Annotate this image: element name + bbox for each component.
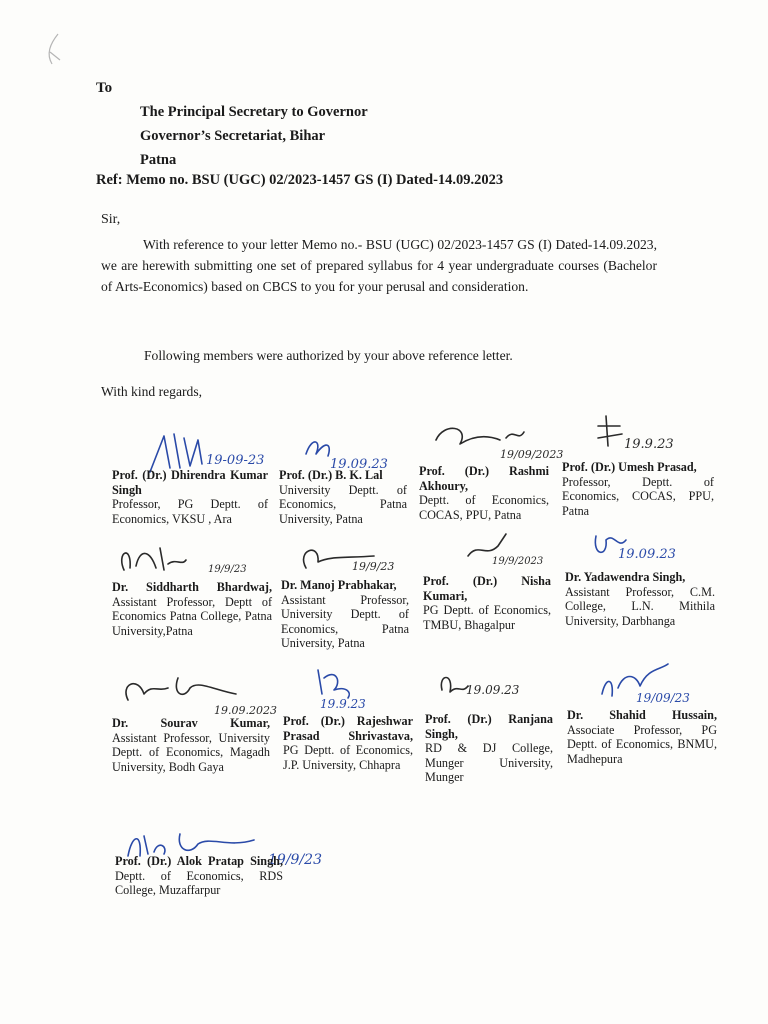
svg-text:19.09.23: 19.09.23 <box>466 683 520 697</box>
signature-10 <box>306 664 406 712</box>
recipient-to: To <box>96 80 113 96</box>
authorization-note: Following members were authorized by your above reference letter. <box>144 348 513 363</box>
salutation: Sir, <box>101 212 121 227</box>
signature-8 <box>590 526 710 570</box>
signatory-11-name: Prof. (Dr.) Ranjana Singh, <box>425 712 553 741</box>
signatory-2-name: Prof. (Dr.) B. K. Lal <box>279 468 383 482</box>
svg-text:19.09.2023: 19.09.2023 <box>214 704 277 717</box>
signatory-4-name: Prof. (Dr.) Umesh Prasad, <box>562 460 697 474</box>
signature-9 <box>118 670 278 718</box>
svg-text:19.09.23: 19.09.23 <box>618 547 676 562</box>
signature-6 <box>296 540 406 580</box>
signatory-1-details: Professor, PG Deptt. of Economics, VKSU , Ara <box>112 497 268 526</box>
signatory-7-name: Prof. (Dr.) Nisha Kumari, <box>423 574 551 603</box>
signatory-11-details: RD & DJ College, Munger University, Munger <box>425 741 553 785</box>
signatory-5-name: Dr. Siddharth Bhardwaj, <box>112 580 272 594</box>
signatory-6 <box>281 578 409 651</box>
signature-12 <box>596 658 716 706</box>
svg-text:19.09.23: 19.09.23 <box>330 457 388 472</box>
signatory-4-details: Professor, Deptt. of Economics, COCAS, PPU, Patna <box>562 474 714 518</box>
svg-text:19-09-23: 19-09-23 <box>206 453 265 468</box>
signatory-9 <box>112 716 270 774</box>
signatory-10-details: PG Deptt. of Economics, J.P. University, Chhapra <box>283 743 413 772</box>
signatory-3-name: Prof. (Dr.) Rashmi Akhoury, <box>419 464 549 493</box>
svg-text:19/9/23: 19/9/23 <box>352 560 395 573</box>
svg-text:19/09/2023: 19/09/2023 <box>500 448 564 461</box>
signatory-12 <box>567 708 717 766</box>
address-line-3: Patna <box>140 152 177 168</box>
closing: With kind regards, <box>101 384 203 399</box>
signatory-2 <box>279 468 407 526</box>
signatory-5 <box>112 580 272 638</box>
signatory-9-details: Assistant Professor, University Deptt. of Economics, Magadh University, Bodh Gaya <box>112 730 270 774</box>
signatory-6-name: Dr. Manoj Prabhakar, <box>281 578 397 592</box>
address-line-1: The Principal Secretary to Governor <box>140 104 368 120</box>
signatory-5-details: Assistant Professor, Deptt of Economics Patna College, Patna University,Patna <box>112 594 272 638</box>
signatory-1 <box>112 468 268 526</box>
signatory-3 <box>419 464 549 522</box>
signatory-12-details: Associate Professor, PG Deptt. of Economics, BNMU, Madhepura <box>567 722 717 766</box>
signatory-9-name: Dr. Sourav Kumar, <box>112 716 270 730</box>
body-paragraph: With reference to your letter Memo no.- BSU (UGC) 02/2023-1457 GS (I) Dated-14.09.2023, we are herewith submitting one set of prepared syllabus for 4 year undergraduate courses (Bachelor of Arts-Economics) based on CBCS to you for your perusal and consideration. <box>101 237 657 294</box>
signatory-8-name: Dr. Yadawendra Singh, <box>565 570 686 584</box>
signatory-8-details: Assistant Professor, C.M. College, L.N. Mithila University, Darbhanga <box>565 584 715 628</box>
signatory-13 <box>115 854 283 898</box>
signatory-3-details: Deptt. of Economics, COCAS, PPU, Patna <box>419 493 549 522</box>
signature-5 <box>116 538 276 582</box>
svg-text:19/9/23: 19/9/23 <box>268 852 322 868</box>
address-line-2: Governor’s Secretariat, Bihar <box>140 128 326 144</box>
signatory-6-details: Assistant Professor, University Deptt. of Economics, Patna University, Patna <box>281 592 409 651</box>
signature-3 <box>430 420 564 470</box>
svg-text:19/9/23: 19/9/23 <box>208 564 247 575</box>
signatory-7-details: PG Deptt. of Economics, TMBU, Bhagalpur <box>423 603 551 632</box>
signatory-13-name: Prof. (Dr.) Alok Pratap Singh, <box>115 854 283 868</box>
svg-text:19.9.23: 19.9.23 <box>320 697 366 711</box>
signature-7 <box>462 528 552 572</box>
svg-text:19/09/23: 19/09/23 <box>636 691 690 705</box>
signatory-8 <box>565 570 715 628</box>
scan-mark <box>40 30 80 90</box>
signatory-13-details: Deptt. of Economics, RDS College, Muzaffarpur <box>115 868 283 898</box>
signature-11 <box>436 664 546 704</box>
svg-text:19/9/2023: 19/9/2023 <box>492 556 544 567</box>
signatory-4 <box>562 460 714 518</box>
signatory-12-name: Dr. Shahid Hussain, <box>567 708 717 722</box>
signatory-2-details: University Deptt. of Economics, Patna University, Patna <box>279 482 407 526</box>
signatory-7 <box>423 574 551 632</box>
signatory-10-name: Prof. (Dr.) Rajeshwar Prasad Shrivastava, <box>283 714 413 743</box>
signature-4 <box>592 412 692 462</box>
signatory-10 <box>283 714 413 772</box>
signatory-1-name: Prof. (Dr.) Dhirendra Kumar Singh <box>112 468 268 497</box>
svg-text:19.9.23: 19.9.23 <box>624 437 674 452</box>
signatory-11 <box>425 712 553 785</box>
reference-line: Ref: Memo no. BSU (UGC) 02/2023-1457 GS (I) Dated-14.09.2023 <box>96 172 504 188</box>
